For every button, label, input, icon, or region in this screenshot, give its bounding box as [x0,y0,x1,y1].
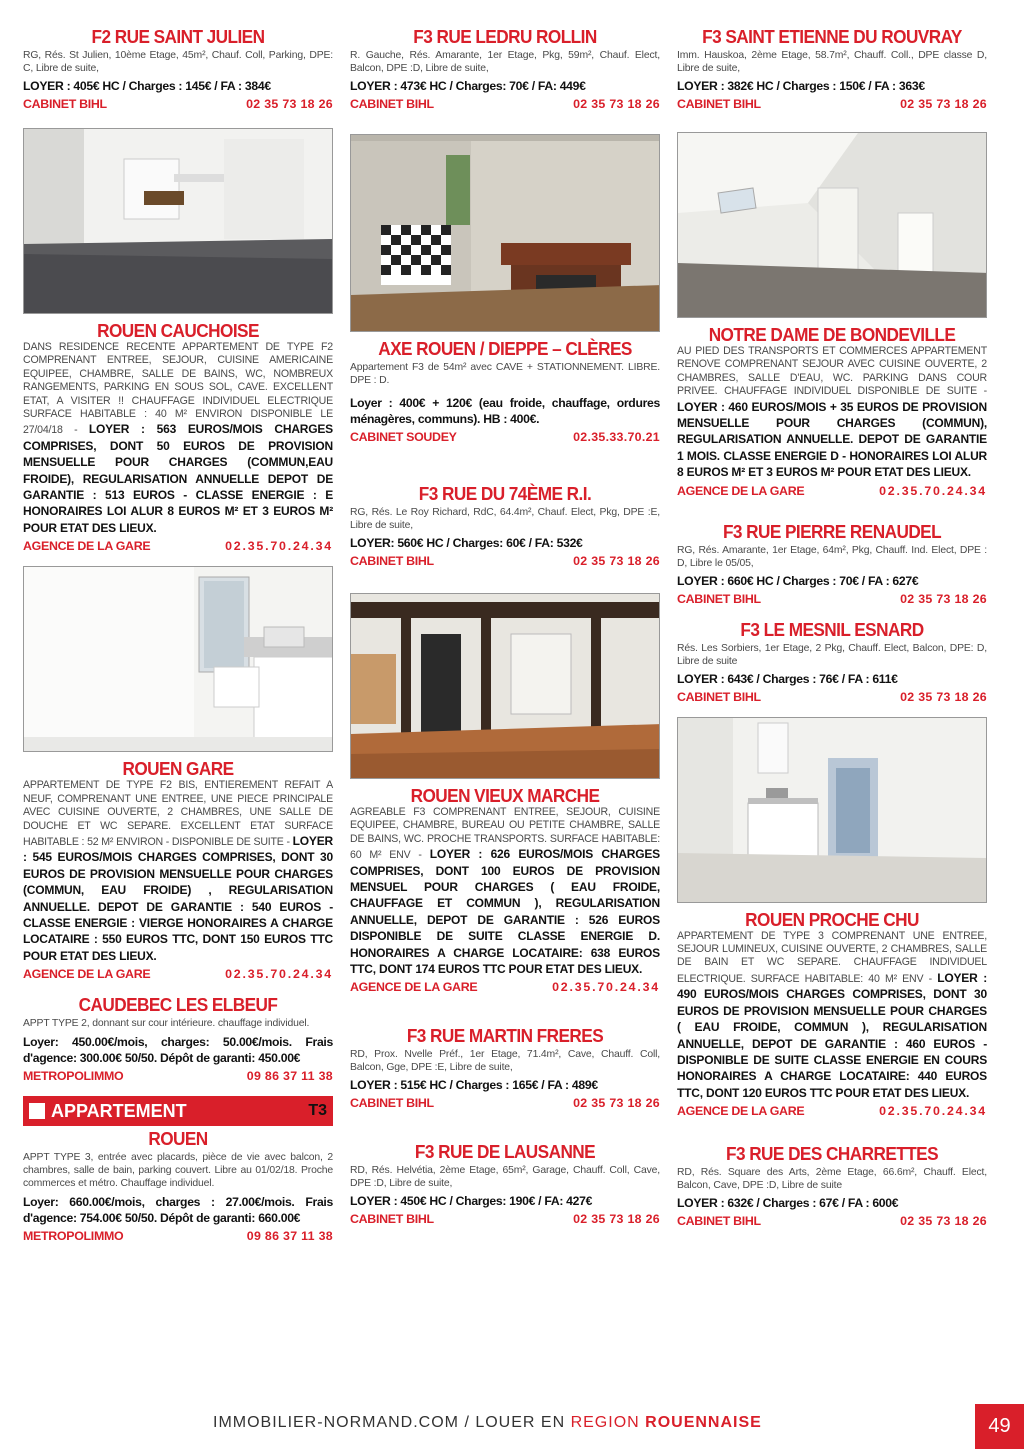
agency-phone: 02 35 73 18 26 [900,97,987,111]
listing-title: F3 SAINT ETIENNE DU ROUVRAY [702,26,962,47]
listing-description: RG, Rés. St Julien, 10ème Etage, 45m², Chauf. Coll, Parking, DPE: C, Libre de suite, [23,50,333,74]
listing-price: LOYER : 515€ HC / Charges : 165€ / FA : 489€ [350,1078,598,1093]
agency-phone: 02.35.70.24.34 [552,980,660,995]
listing-f3-mesnil-esnard [677,619,987,705]
agency-name: CABINET BIHL [350,554,434,568]
listing-price: Loyer: 660.00€/mois, charges : 27.00€/mois. Frais d'agence: 754.00€ 50/50. Dépôt de garanti: 660.00€ [23,1195,333,1226]
agency-phone: 02 35 73 18 26 [900,591,987,606]
listing-price: Loyer: 450.00€/mois, charges: 50.00€/mois. Frais d'agence: 300.00€ 50/50. Dépôt de garanti: 450.00€ [23,1035,333,1066]
listing-price: LOYER : 405€ HC / Charges : 145€ / FA : 384€ [23,79,271,93]
footer-separator: / LOUER EN [459,1414,571,1431]
listing-price: LOYER: 560€ HC / Charges: 60€ / FA: 532€ [350,536,583,550]
listing-title: CAUDEBEC LES ELBEUF [78,994,278,1016]
listing-price: LOYER : 660€ HC / Charges : 70€ / FA : 627€ [677,573,919,588]
listing-description: APPT TYPE 3, entrée avec placards, pièce de vie avec balcon, 2 chambres, salle de bain, parking couvert. Libre au 01/02/18. Proche commerces et métro. Chauffage individuel. [23,1152,333,1190]
agency-contact [23,97,333,112]
agency-phone: 02 35 73 18 26 [900,1214,987,1229]
agency-contact [350,97,660,112]
site-name: IMMOBILIER-NORMAND.COM [213,1414,459,1431]
column-right [677,26,987,1241]
listing-price: LOYER : 473€ HC / Charges: 70€ / FA: 449€ [350,79,586,93]
agency-phone: 02.35.70.24.34 [225,539,333,554]
agency-name: CABINET BIHL [23,97,107,111]
agency-name: AGENCE DE LA GARE [23,539,151,554]
listing-photo [677,132,987,318]
rent-details: LOYER : 545 EUROS/MOIS CHARGES COMPRISES, DONT 30 EUROS DE PROVISION MENSUELLE POUR CHARGES (COMMUN, EAU FROIDE) , REGULARISATION ANNUELLE. DEPOT DE GARANTIE : 540 EUROS - CLASSE ENERGIE : VIERGE HONORAIRES A CHARGE LOCATAIRE : 550 EUROS TTC, DONT 150 EUROS TTC POUR ETAT DES LIEUX. [23,833,333,963]
agency-phone: 02.35.33.70.21 [573,430,660,444]
listing-description: Appartement F3 de 54m² avec CAVE + STATIONNEMENT. LIBRE. DPE : D. [350,362,660,386]
listing-description [23,341,333,536]
description-text: APPARTEMENT DE TYPE 3 COMPRENANT UNE ENTREE, SEJOUR LUMINEUX, CUISINE OUVERTE, 2 CHAMBRES, SALLE DE BAIN ET WC SEPARE. CHAUFFAGE INDIVIDUEL ELECTRIQUE. SURFACE HABITABLE: 40 M² ENV - [677,929,987,985]
listing-description [23,779,333,964]
listing-f3-ledru-rollin [350,26,660,112]
listing-title: F3 LE MESNIL ESNARD [740,618,924,640]
description-text: APPARTEMENT DE TYPE F2 BIS, ENTIEREMENT REFAIT A NEUF, COMPRENANT UNE ENTREE, UNE PIECE PRINCIPALE AVEC CUISINE OUVERTE, 2 CHAMBRES, UNE SALLE DE DOUCHE ET WC SEPARE. EXCELLENT ETAT SURFACE HABITABLE : 52 M² ENVIRON - DISPONIBLE DE SUITE - [23,779,333,848]
listing-rouen-proche-chu [677,909,987,1119]
agency-name: AGENCE DE LA GARE [350,980,478,995]
agency-contact [350,980,660,995]
agency-contact [23,967,333,982]
listing-title: F3 RUE PIERRE RENAUDEL [722,520,942,542]
agency-contact [350,1096,660,1111]
agency-phone: 02.35.70.24.34 [225,967,333,982]
agency-name: CABINET BIHL [350,97,434,111]
agency-name: METROPOLIMMO [23,1229,124,1244]
agency-name: CABINET SOUDEY [350,430,457,444]
listing-description: APPT TYPE 2, donnant sur cour intérieure. chauffage individuel. [23,1018,310,1030]
listing-description: RD, Rés. Square des Arts, 2ème Etage, 66.6m², Chauff. Elect, Balcon, Cave, DPE :D, Libre de suite [677,1167,987,1192]
listing-photo [23,128,333,314]
agency-phone: 02.35.70.24.34 [879,483,987,498]
listing-title: F3 RUE MARTIN FRERES [406,1025,604,1047]
page-footer [0,1404,1024,1449]
footer-city: ROUENNAISE [639,1414,762,1431]
listing-photo [23,566,333,752]
listing-f3-martin-freres [350,1025,660,1111]
agency-name: AGENCE DE LA GARE [23,967,151,982]
rent-details: LOYER : 563 EUROS/MOIS CHARGES COMPRISES, DONT 50 EUROS DE PROVISION MENSUELLE POUR CHARGES (COMMUN,EAU FROIDE), REGULARISATION ANNUELLE DEPOT DE GARANTIE : 513 EUROS - CLASSE ENERGIE : E HONORAIRES LOI ALUR 8 EUROS M² ET 3 EUROS M² POUR ETAT DES LIEUX. [23,422,333,535]
agency-name: CABINET BIHL [677,97,761,111]
agency-name: AGENCE DE LA GARE [677,483,805,498]
listing-rouen-gare [23,758,333,982]
listing-title: ROUEN PROCHE CHU [745,908,919,930]
listing-price: LOYER : 632€ / Charges : 67€ / FA : 600€ [677,1196,899,1211]
listing-title: F3 RUE DES CHARRETTES [726,1143,938,1165]
listing-f3-saint-etienne [677,26,987,112]
listing-f3-pierre-renaudel [677,521,987,607]
agency-phone: 02 35 73 18 26 [246,97,333,111]
listing-description [677,930,987,1101]
agency-name: AGENCE DE LA GARE [677,1104,805,1119]
listing-title: NOTRE DAME DE BONDEVILLE [708,324,956,345]
listing-price: LOYER : 643€ / Charges : 76€ / FA : 611€ [677,671,898,686]
listing-price: LOYER : 450€ HC / Charges: 190€ / FA: 427€ [350,1194,593,1209]
agency-phone: 02 35 73 18 26 [573,97,660,111]
rent-details: LOYER : 460 EUROS/MOIS + 35 EUROS DE PROVISION MENSUELLE POUR CHARGES (COMMUN), REGULARISATION ANNUELLE. DEPOT DE GARANTIE 1 MOIS. CLASSE ENERGIE D - HONORAIRES LOI ALUR 8 EUROS M² ET 3 EUROS M² POUR ETAT DES LIEUX. [677,399,987,480]
listing-notre-dame-de-bondeville [677,324,987,499]
listing-photo [350,134,660,332]
listing-title: F3 RUE DU 74ÈME R.I. [418,483,592,504]
agency-phone: 02 35 73 18 26 [573,1212,660,1227]
column-middle [350,26,660,1239]
agency-contact [350,430,660,445]
listing-description: RD, Rés. Helvétia, 2ème Etage, 65m², Garage, Chauff. Coll, Cave, DPE :D, Libre de suite, [350,1165,660,1190]
listing-photo [350,593,660,779]
description-text: AU PIED DES TRANSPORTS ET COMMERCES APPARTEMENT RENOVE COMPRENANT SEJOUR AVEC CUISINE OUVERTE, 2 CHAMBRES, SALLE D'EAU, WC. PARKING DANS COUR PRIVEE. CHAUFFAGE INDIVIDUEL DISPONIBLE DE SUITE - [677,345,987,398]
listing-description: RG, Rés. Le Roy Richard, RdC, 64.4m², Chauf. Elect, Pkg, DPE :E, Libre de suite, [350,507,660,531]
agency-name: CABINET BIHL [677,689,761,704]
rent-details: LOYER : 490 EUROS/MOIS CHARGES COMPRISES, DONT 30 EUROS DE PROVISION MENSUELLE POUR CHARGES ( EAU FROIDE, COMMUN ), REGULARISATION ANNUELLE, DEPOT DE GARANTIE : 460 EUROS - DISPONIBLE DE SUITE CLASSE ENERGIE EN COURS HONORAIRES A CHARGE LOCATAIRE: 440 EUROS TTC, DONT 120 EUROS TTC POUR ETAT DES LIEUX. [677,970,987,1100]
listing-title: AXE ROUEN / DIEPPE – CLÈRES [378,338,632,359]
listing-description [350,806,660,977]
agency-contact [23,1069,333,1084]
agency-phone: 02 35 73 18 26 [573,554,660,568]
agency-contact [350,554,660,569]
column-left [23,26,333,1256]
agency-phone: 09 86 37 11 38 [246,1229,333,1244]
listing-price: Loyer : 400€ + 120€ (eau froide, chauffage, ordures ménagères, communs). HB : 400€. [350,396,660,426]
listing-description [677,345,987,481]
agency-phone: 02 35 73 18 26 [900,689,987,704]
agency-contact [677,484,987,499]
agency-contact [677,97,987,112]
listing-caudebec-les-elbeuf [23,994,333,1084]
listing-title: ROUEN VIEUX MARCHE [410,785,600,806]
page-number: 49 [975,1404,1024,1449]
listing-description: R. Gauche, Rés. Amarante, 1er Etage, Pkg, 59m², Chauf. Elect, Balcon, DPE :D, Libre de suite, [350,50,660,74]
listing-f3-74eme-ri [350,483,660,569]
agency-name: CABINET BIHL [350,1212,434,1227]
description-text: AGREABLE F3 COMPRENANT ENTREE, SEJOUR, CUISINE EQUIPEE, CHAMBRE, BUREAU OU PETITE CHAMBRE, SALLE DE BAINS, WC. PROCHE TRANSPORTS. SURFACE HABITABLE: 60 M² ENV - [350,806,660,862]
listing-title: F3 RUE LEDRU ROLLIN [413,26,597,47]
listing-description: RD, Prox. Nvelle Préf., 1er Etage, 71.4m², Cave, Chauff. Coll, Balcon, Gge, DPE :E, Libre de suite, [350,1049,660,1074]
banner-type: T3 [308,1102,327,1120]
listing-title: F2 RUE SAINT JULIEN [91,26,265,47]
agency-phone: 09 86 37 11 38 [246,1069,333,1084]
agency-name: METROPOLIMMO [23,1069,124,1084]
agency-contact [677,1104,987,1119]
rent-details: LOYER : 626 EUROS/MOIS CHARGES COMPRISES, DONT 100 EUROS DE PROVISION MENSUEL POUR CHARGES ( EAU FROIDE, CHAUFFAGE ET COMMUN ), REGULARISATION ANNUELLE, DEPOT DE GARANTIE : 526 EUROS DISPONIBLE DE SUITE CLASSE ENERGIE D. HONORAIRES A CHARGE LOCATAIRE: 638 EUROS TTC, DONT 174 EUROS TTC POUR ETAT DES LIEUX. [350,847,660,977]
listing-f3-charrettes [677,1143,987,1229]
agency-contact [677,690,987,705]
listing-description: RG, Rés. Amarante, 1er Etage, 64m², Pkg, Chauff. Ind. Elect, DPE : D, Libre le 05/05, [677,544,987,569]
listing-rouen-cauchoise [23,320,333,554]
agency-phone: 02 35 73 18 26 [573,1096,660,1111]
listing-photo [677,717,987,903]
listing-title: ROUEN CAUCHOISE [97,320,259,341]
banner-label: APPARTEMENT [29,1101,187,1122]
listing-rouen-t3 [23,1128,333,1244]
listing-f3-lausanne [350,1141,660,1227]
agency-contact [350,1212,660,1227]
agency-phone: 02.35.70.24.34 [879,1104,987,1119]
agency-name: CABINET BIHL [350,1096,434,1111]
agency-contact [23,1229,333,1244]
listing-f2-saint-julien [23,26,333,112]
agency-contact [677,1214,987,1229]
listing-title: ROUEN [148,1128,208,1150]
listing-title: ROUEN GARE [122,758,234,780]
listing-description: Rés. Les Sorbiers, 1er Etage, 2 Pkg, Chauff. Elect, Balcon, DPE: D, Libre de suite [677,642,987,667]
agency-contact [23,539,333,554]
listing-description: Imm. Hauskoa, 2ème Etage, 58.7m², Chauff. Coll., DPE classe D, Libre de suite, [677,50,987,74]
agency-contact [677,592,987,607]
listing-axe-rouen-dieppe [350,338,660,445]
square-icon [29,1103,45,1119]
agency-name: CABINET BIHL [677,591,761,606]
listing-price: LOYER : 382€ HC / Charges : 150€ / FA : 363€ [677,79,925,93]
category-banner [23,1096,333,1126]
listing-rouen-vieux-marche [350,785,660,995]
description-text: DANS RESIDENCE RECENTE APPARTEMENT DE TYPE F2 COMPRENANT ENTREE, SEJOUR, CUISINE AMERICAINE EQUIPEE, CHAMBRE, SALLE DE BAINS, WC, NOMBREUX RANGEMENTS, PARKING EN SOUS SOL, CAVE. EXCELLENT ETAT, A VISITER !! CHAUFFAGE INDIVIDUEL ELECTRIQUE SURFACE HABITABLE : 40 M² ENVIRON DISPONIBLE LE 27/04/18 - [23,341,333,437]
footer-title [213,1414,762,1432]
footer-region: REGION [570,1414,640,1431]
agency-name: CABINET BIHL [677,1214,761,1229]
listing-title: F3 RUE DE LAUSANNE [414,1141,596,1163]
